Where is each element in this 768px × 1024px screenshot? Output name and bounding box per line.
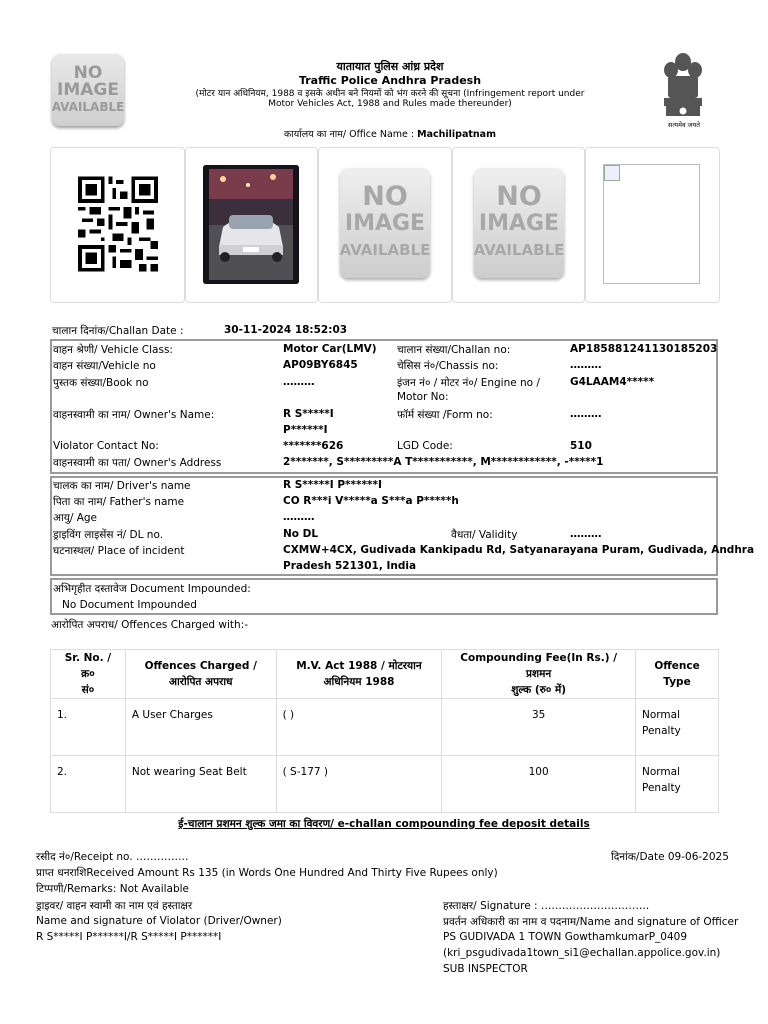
cell-act: ( S-177 ): [276, 756, 442, 813]
broken-image: [603, 164, 700, 284]
chassis-value: ………: [570, 359, 602, 371]
driver-name-value: R S*****I P******I: [283, 479, 382, 491]
cell-type: Normal Penalty: [636, 756, 719, 813]
age-value: ………: [283, 511, 315, 523]
no-image-placeholder-2: NO IMAGE AVAILABLE: [474, 168, 564, 278]
subtitle-line-1: (मोटर यान अधिनियम, 1988 व इसके अधीन बने नियमों को भंग करने की सूचना (Infringement report under: [195, 89, 585, 99]
validity-value: ………: [570, 528, 602, 540]
cell-offence: Not wearing Seat Belt: [125, 756, 276, 813]
challan-date-value: 30-11-2024 18:52:03: [224, 324, 348, 336]
cell-sr: 1.: [51, 699, 126, 756]
vehicle-photo: [203, 165, 299, 284]
cell-sr: 2.: [51, 756, 126, 813]
cell-offence: A User Charges: [125, 699, 276, 756]
header-fee: Compounding Fee(In Rs.) / प्रशमन शुल्क (रु० में): [442, 650, 636, 699]
receipt-no: रसीद नं०/Receipt no. ……………: [36, 851, 189, 863]
book-no-value: ………: [283, 376, 315, 388]
contact-value: *******626: [283, 440, 344, 452]
cell-fee: 35: [442, 699, 636, 756]
header-type: Offence Type: [636, 650, 719, 699]
receipt-date: दिनांक/Date 09-06-2025: [611, 851, 729, 863]
title-hindi: यातायात पुलिस आंध्र प्रदेश: [336, 60, 444, 73]
challan-date-label: चालान दिनांक/Challan Date :: [52, 325, 184, 337]
owner-name-value: R S*****I: [283, 408, 334, 420]
broken-image-icon: [604, 165, 620, 181]
cell-fee: 100: [442, 756, 636, 813]
owner-address-value: 2*******, S*********A T***********, M************, -*****1: [283, 456, 604, 468]
remarks: टिप्पणी/Remarks: Not Available: [36, 883, 190, 895]
validity-label: वैधता/ Validity: [451, 529, 518, 541]
subtitle-line-2: Motor Vehicles Act, 1988 and Rules made thereunder): [268, 99, 512, 109]
received-amount: प्राप्त धनराशिReceived Amount Rs 135 (in Words One Hundred And Thirty Five Rupees only): [36, 867, 498, 879]
table-row: [51, 699, 719, 756]
dl-no-value: No DL: [283, 528, 319, 540]
engine-no-label: इंजन नं० / मोटर नं०/ Engine no /: [397, 377, 540, 389]
owner-name-value-2: P******I: [283, 424, 328, 436]
chassis-label: चेसिस नं०/Chassis no:: [397, 360, 499, 372]
emblem-motto: सत्यमेव जयते: [668, 121, 700, 129]
father-name-value: CO R***i V*****a S***a P*****h: [283, 495, 459, 507]
header-offences: Offences Charged / आरोपित अपराध: [125, 650, 276, 699]
owner-address-label: वाहनस्वामी का पता/ Owner's Address: [53, 457, 222, 469]
vehicle-class-value: Motor Car(LMV): [283, 343, 377, 355]
officer-name: PS GUDIVADA 1 TOWN GowthamkumarP_0409: [443, 931, 688, 943]
driver-signature-label: ड्राइवर/ वाहन स्वामी का नाम एवं हस्ताक्षर: [36, 900, 193, 912]
form-no-label: फॉर्म संख्या /Form no:: [397, 409, 493, 421]
title-english: Traffic Police Andhra Pradesh: [298, 74, 482, 87]
vehicle-no-label: वाहन संख्या/Vehicle no: [53, 360, 156, 372]
challan-no-value: AP185881241130185203: [570, 343, 718, 355]
offences-heading: आरोपित अपराध/ Offences Charged with:-: [51, 619, 249, 631]
cell-type: Normal Penalty: [636, 699, 719, 756]
violator-signature-label: Name and signature of Violator (Driver/Owner): [36, 915, 282, 927]
table-header-row: [51, 650, 719, 699]
officer-email: (kri_psgudivada1town_si1@echallan.appolice.gov.in): [443, 947, 721, 959]
age-label: आयु/ Age: [53, 512, 98, 524]
father-name-label: पिता का नाम/ Father's name: [53, 496, 185, 508]
lgd-code-label: LGD Code:: [397, 440, 453, 452]
header-sr-no: Sr. No. / क्र० सं०: [51, 650, 126, 699]
book-no-label: पुस्तक संख्या/Book no: [53, 377, 149, 389]
place-label: घटनास्थल/ Place of incident: [53, 545, 185, 557]
owner-name-label: वाहनस्वामी का नाम/ Owner's Name:: [53, 409, 215, 421]
table-row: [51, 756, 719, 813]
no-image-logo: NO IMAGE AVAILABLE: [52, 54, 124, 126]
lgd-code-value: 510: [570, 440, 592, 452]
no-image-placeholder-1: NO IMAGE AVAILABLE: [340, 168, 430, 278]
deposit-heading: ई-चालान प्रशमन शुल्क जमा का विवरण/ e-challan compounding fee deposit details: [178, 818, 590, 830]
driver-name-label: चालक का नाम/ Driver's name: [53, 480, 191, 492]
officer-rank: SUB INSPECTOR: [443, 963, 528, 975]
car-photo-icon: [203, 165, 299, 284]
place-value: CXMW+4CX, Gudivada Kankipadu Rd, Satyanarayana Puram, Gudivada, Andhra: [283, 544, 755, 556]
vehicle-no-value: AP09BY6845: [283, 359, 358, 371]
contact-label: Violator Contact No:: [53, 440, 159, 452]
officer-signature: हस्ताक्षर/ Signature : ………………………….: [443, 900, 650, 912]
engine-no-label-2: Motor No:: [397, 391, 449, 403]
header-mv-act: M.V. Act 1988 / मोटरयान अधिनियम 1988: [276, 650, 442, 699]
violator-name: R S*****I P******I/R S*****I P******I: [36, 931, 222, 943]
engine-no-value: G4LAAM4*****: [570, 376, 655, 388]
impound-label: अभिगृहीत दस्तावेज Document Impounded:: [53, 583, 251, 595]
cell-act: ( ): [276, 699, 442, 756]
challan-no-label: चालान संख्या/Challan no:: [397, 344, 511, 356]
offences-table: [50, 649, 719, 813]
dl-no-label: ड्राइविंग लाइसेंस नं/ DL no.: [53, 529, 164, 541]
officer-name-label: प्रवर्तन अधिकारी का नाम व पदनाम/Name and signature of Officer: [443, 916, 739, 928]
vehicle-class-label: वाहन श्रेणी/ Vehicle Class:: [53, 344, 173, 356]
office-name: कार्यालय का नाम/ Office Name : Machilipatnam: [284, 129, 496, 140]
place-value-2: Pradesh 521301, India: [283, 560, 417, 572]
form-no-value: ………: [570, 408, 602, 420]
impound-value: No Document Impounded: [62, 599, 197, 611]
qr-code-icon: [78, 176, 158, 272]
